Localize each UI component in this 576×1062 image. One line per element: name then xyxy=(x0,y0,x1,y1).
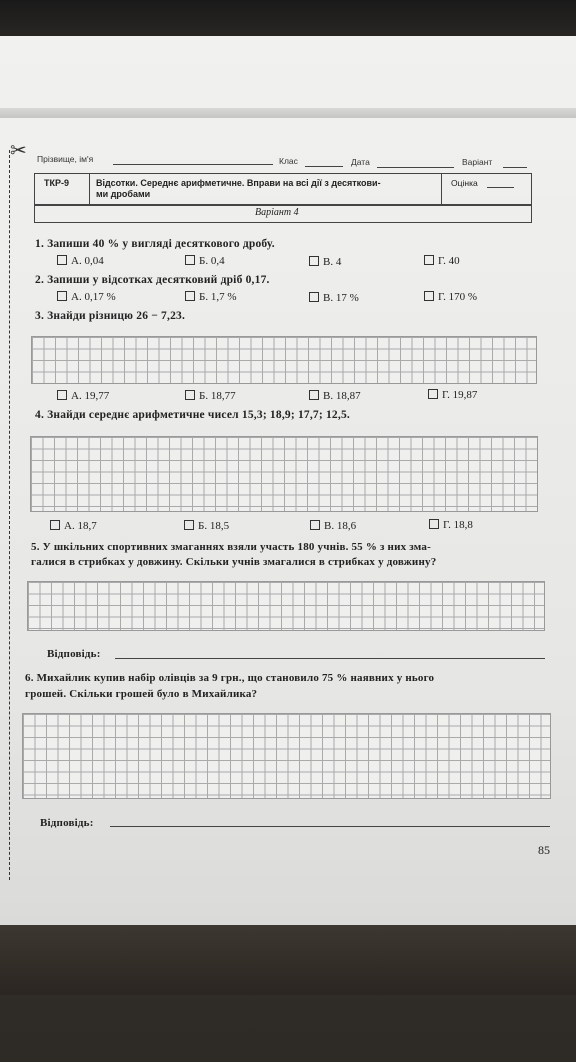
q4-option-c[interactable]: В. 18,6 xyxy=(310,520,356,532)
variant-title: Варіант 4 xyxy=(255,207,299,218)
question-6-text-line2: грошей. Скільки грошей було в Михайлика? xyxy=(25,688,258,700)
checkbox-icon[interactable] xyxy=(50,520,60,530)
test-code: ТКР-9 xyxy=(44,178,69,188)
table-divider xyxy=(441,173,442,204)
q6-work-grid[interactable] xyxy=(22,713,551,799)
q1-option-b[interactable]: Б. 0,4 xyxy=(185,255,225,267)
cut-line xyxy=(9,150,10,880)
q2-option-b[interactable]: Б. 1,7 % xyxy=(185,291,236,303)
q1-option-a[interactable]: А. 0,04 xyxy=(57,255,104,267)
table-surface xyxy=(0,925,576,995)
question-3-text: 3. Знайди різницю 26 − 7,23. xyxy=(35,310,186,322)
checkbox-icon[interactable] xyxy=(184,520,194,530)
variant-label: Варіант xyxy=(462,157,493,167)
date-field[interactable] xyxy=(377,167,454,168)
q2-option-d[interactable]: Г. 170 % xyxy=(424,291,477,303)
q3-option-b[interactable]: Б. 18,77 xyxy=(185,390,236,402)
checkbox-icon[interactable] xyxy=(57,390,67,400)
q6-answer-label: Відповідь: xyxy=(40,817,94,829)
q5-answer-label: Відповідь: xyxy=(47,648,101,660)
checkbox-icon[interactable] xyxy=(310,520,320,530)
q5-answer-field[interactable] xyxy=(115,658,545,659)
question-6-text-line1: 6. Михайлик купив набір олівців за 9 грн., що становило 75 % наявних у нього xyxy=(25,672,435,684)
checkbox-icon[interactable] xyxy=(309,390,319,400)
checkbox-icon[interactable] xyxy=(428,389,438,399)
grade-label: Оцінка xyxy=(451,178,478,188)
q3-option-d[interactable]: Г. 19,87 xyxy=(428,389,477,401)
variant-field[interactable] xyxy=(503,167,527,168)
checkbox-icon[interactable] xyxy=(57,291,67,301)
checkbox-icon[interactable] xyxy=(424,255,434,265)
question-2-text: 2. Запиши у відсотках десятковий дріб 0,17. xyxy=(35,274,270,286)
surname-label: Прізвище, ім'я xyxy=(37,154,94,164)
question-5-text-line2: галися в стрибках у довжину. Скільки учнів змагалися в стрибках у довжину? xyxy=(31,556,437,568)
checkbox-icon[interactable] xyxy=(57,255,67,265)
q5-work-grid[interactable] xyxy=(27,581,545,631)
checkbox-icon[interactable] xyxy=(185,291,195,301)
scissors-icon: ✂ xyxy=(10,138,27,162)
page-number: 85 xyxy=(538,843,550,857)
q3-work-grid[interactable] xyxy=(31,336,537,384)
q1-option-d[interactable]: Г. 40 xyxy=(424,255,460,267)
question-1-text: 1. Запиши 40 % у вигляді десяткового дробу. xyxy=(35,238,275,250)
date-label: Дата xyxy=(351,157,370,167)
checkbox-icon[interactable] xyxy=(309,292,319,302)
q3-option-a[interactable]: А. 19,77 xyxy=(57,390,109,402)
q2-option-a[interactable]: А. 0,17 % xyxy=(57,291,116,303)
surname-field[interactable] xyxy=(113,164,273,165)
checkbox-icon[interactable] xyxy=(309,256,319,266)
question-5-text-line1: 5. У шкільних спортивних змаганнях взяли участь 180 учнів. 55 % з них зма- xyxy=(31,541,431,553)
q6-answer-field[interactable] xyxy=(110,826,550,827)
question-4-text: 4. Знайди середнє арифметичне чисел 15,3; 18,9; 17,7; 12,5. xyxy=(35,409,350,421)
grade-field[interactable] xyxy=(487,187,514,188)
checkbox-icon[interactable] xyxy=(185,390,195,400)
q1-option-c[interactable]: В. 4 xyxy=(309,256,341,268)
q4-option-d[interactable]: Г. 18,8 xyxy=(429,519,473,531)
test-title-line1: Відсотки. Середнє арифметичне. Вправи на всі дії з десяткови- xyxy=(96,178,381,188)
table-divider xyxy=(89,173,90,204)
q4-option-b[interactable]: Б. 18,5 xyxy=(184,520,229,532)
q4-option-a[interactable]: А. 18,7 xyxy=(50,520,97,532)
checkbox-icon[interactable] xyxy=(429,519,439,529)
q3-option-c[interactable]: В. 18,87 xyxy=(309,390,361,402)
class-field[interactable] xyxy=(305,166,343,167)
q2-option-c[interactable]: В. 17 % xyxy=(309,292,359,304)
checkbox-icon[interactable] xyxy=(185,255,195,265)
q4-work-grid[interactable] xyxy=(30,436,538,512)
class-label: Клас xyxy=(279,156,298,166)
checkbox-icon[interactable] xyxy=(424,291,434,301)
test-title-line2: ми дробами xyxy=(96,189,151,199)
